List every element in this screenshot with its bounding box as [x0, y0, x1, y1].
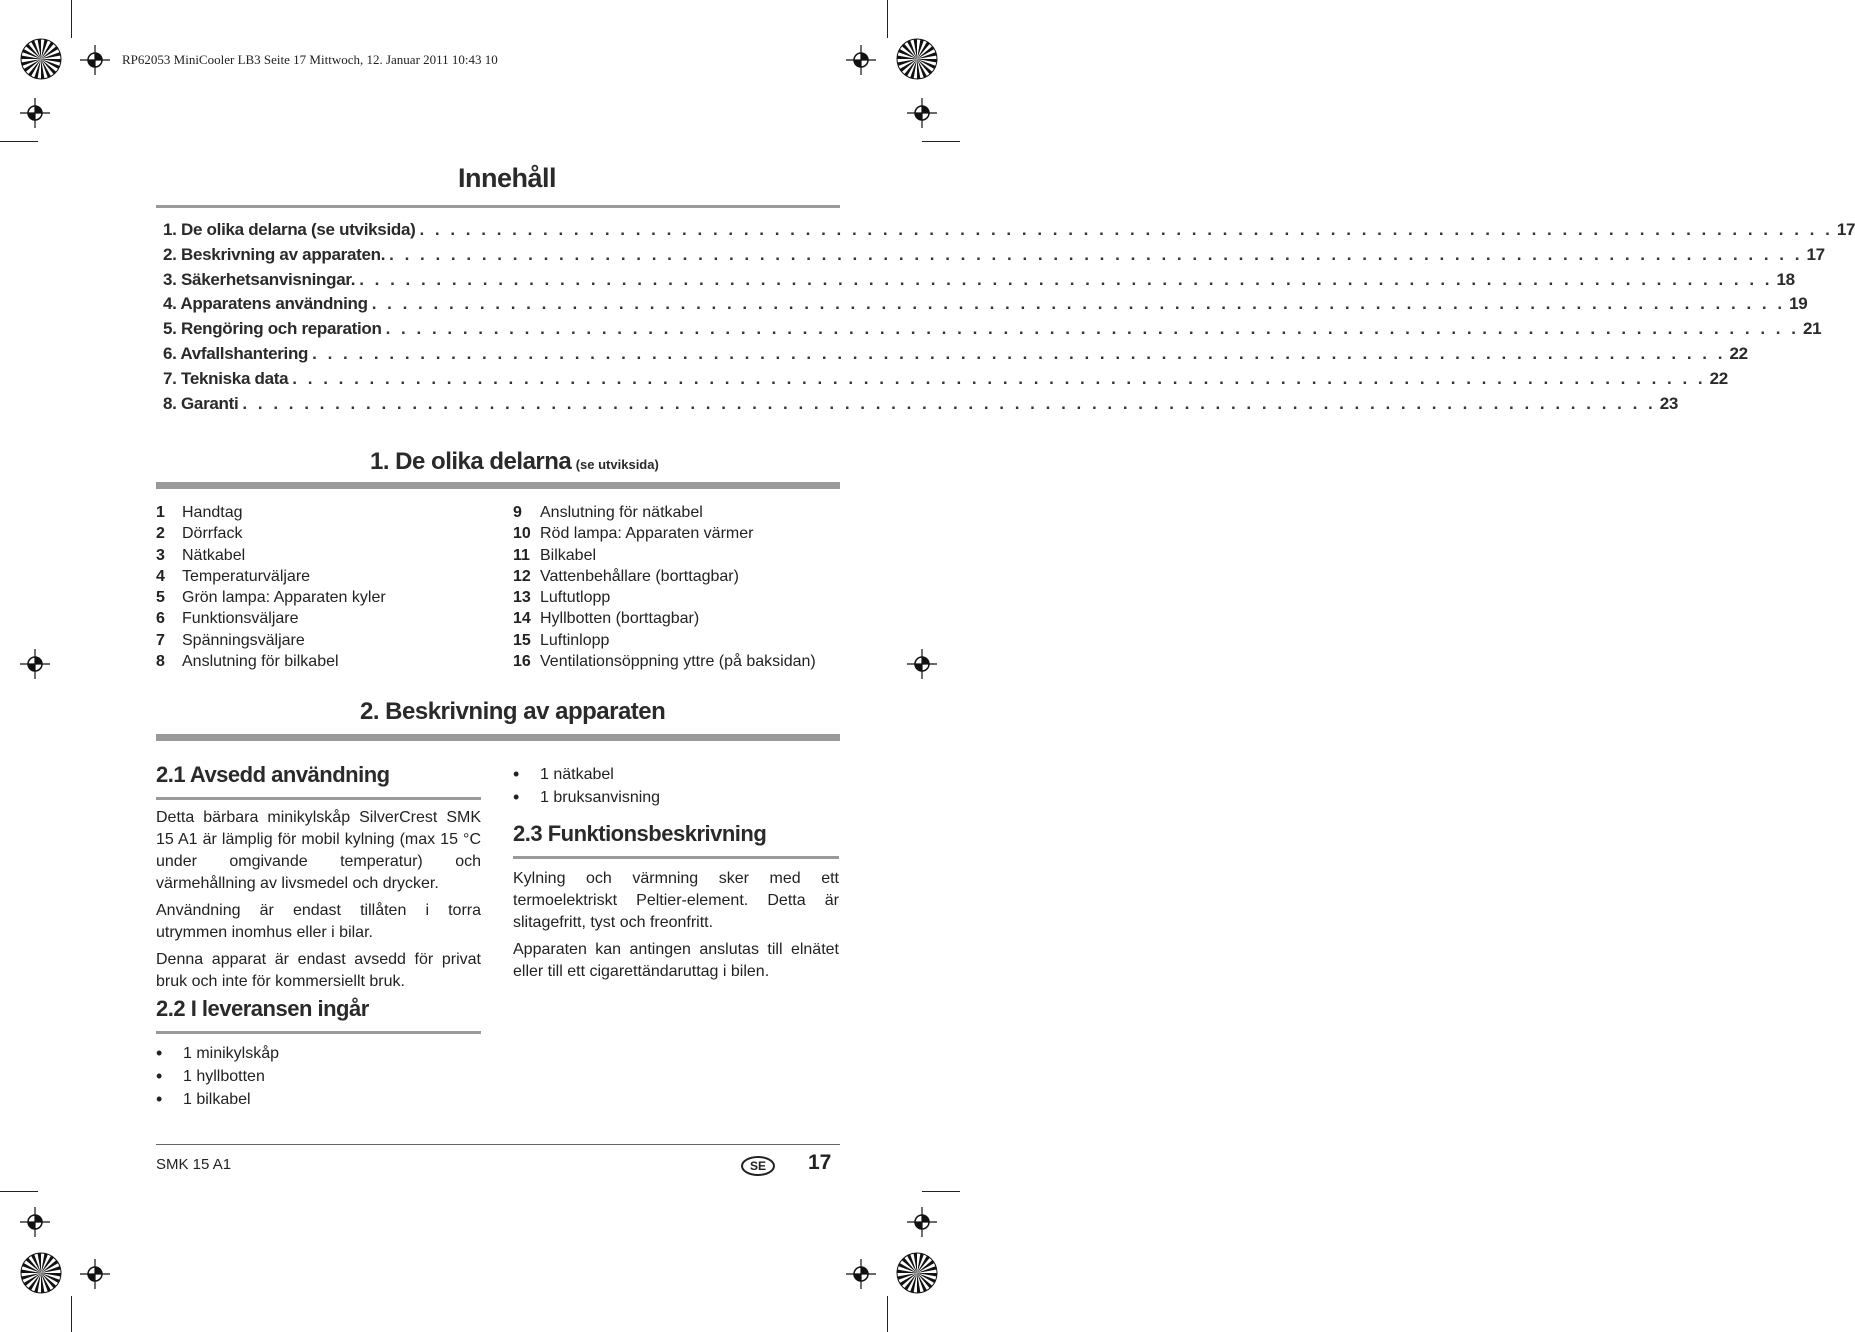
part-label: Handtag: [182, 504, 243, 521]
footer-model-name: SMK 15 A1: [156, 1156, 232, 1173]
list-item: • 1 hyllbotten: [156, 1065, 279, 1088]
list-item: • 1 nätkabel: [513, 763, 660, 786]
crop-line: [0, 1191, 38, 1192]
crosshair-mark-bottom-left-2: [80, 1259, 110, 1289]
paragraph: Användning är endast tillåten i torra utrymmen inomhus eller i bilar.: [156, 902, 481, 941]
part-label: Hyllbotten (borttagbar): [540, 610, 700, 628]
paragraph: Denna apparat är endast avsedd för privat bruk och inte för kommersiellt bruk.: [156, 951, 481, 990]
part-item: [156, 545, 386, 566]
part-item: [513, 651, 816, 672]
part-item: [513, 545, 816, 566]
part-label: Luftinlopp: [540, 631, 610, 649]
toc-entry-label: 8. Garanti: [163, 393, 239, 413]
paragraph: Apparaten kan antingen anslutas till elnätet eller till ett cigarettändaruttag i bilen.: [513, 941, 839, 980]
section-2-2-title: 2.2 I leveransen ingår: [156, 996, 369, 1021]
crop-line: [0, 141, 38, 142]
list-item: • 1 bruksanvisning: [513, 786, 660, 809]
paragraph: Detta bärbara minikylskåp SilverCrest SMK 15 A1 är lämplig för mobil kylning (max 15 °C under omgivande temperatur) och värmehållning av livsmedel och drycker.: [156, 809, 481, 892]
sunburst-registration-mark-bottom-left: [20, 1252, 62, 1294]
crosshair-mark-top-left-1: [80, 45, 110, 75]
toc-title-rule: [156, 205, 840, 208]
part-item: [513, 566, 816, 587]
language-badge: SE: [741, 1156, 775, 1176]
part-label: Ventilationsöppning yttre (på baksidan): [540, 653, 816, 671]
section-1-rule: [156, 482, 840, 489]
part-number: 5: [156, 589, 165, 607]
toc-entry-page: 18: [1776, 269, 1795, 289]
part-item: [513, 630, 816, 651]
part-number: 15: [513, 631, 531, 649]
toc-entry-label: 4. Apparatens användning: [163, 294, 368, 314]
part-number: 9: [513, 504, 522, 521]
list-item: • 1 minikylskåp: [156, 1042, 279, 1065]
part-number: 8: [156, 653, 165, 671]
toc-entry: [163, 269, 1795, 292]
part-item: [513, 608, 816, 629]
part-number: 14: [513, 610, 531, 628]
part-number: 3: [156, 546, 165, 564]
section-2-1-rule: [156, 797, 481, 800]
toc-entry-page: 23: [1659, 393, 1679, 413]
part-label: Spänningsväljare: [182, 631, 305, 649]
part-number: 7: [156, 631, 165, 649]
part-item: [156, 630, 386, 651]
toc-entry: [163, 294, 1808, 316]
list-item: • 1 bilkabel: [156, 1088, 279, 1111]
part-number: 6: [156, 610, 165, 628]
toc-entry-page: 21: [1802, 319, 1822, 339]
toc-entry: [163, 319, 1822, 341]
part-item: [513, 523, 816, 544]
toc-entry-label: 6. Avfallshantering: [163, 344, 309, 363]
delivery-list-right: [513, 763, 660, 809]
crosshair-mark-bottom-right-1: [907, 1207, 937, 1237]
toc-entry: [163, 244, 1825, 267]
toc-entry: [163, 344, 1748, 366]
toc-leader-dots: . . . . . . . . . . . . . . . . . . . . . . . . . . . . . . . . . . . . . . . . . . . . . . . . . . . . . . . . . . . . . . . . . . . . . . . . . . . . . . . . . . . . . . . . . . . .: [419, 220, 1833, 239]
section-2-1-title: 2.1 Avsedd användning: [156, 762, 390, 787]
crop-line: [922, 1191, 960, 1192]
part-label: Dörrfack: [182, 525, 243, 543]
toc-entry-page: 17: [1806, 244, 1825, 264]
crop-line: [887, 0, 888, 38]
toc-entry-page: 17: [1836, 220, 1855, 239]
section-2-2-rule: [156, 1031, 481, 1034]
part-label: Anslutning för nätkabel: [540, 504, 703, 521]
crosshair-mark-top-left-2: [20, 98, 50, 128]
page-number: 17: [808, 1151, 832, 1174]
section-2-3-title: 2.3 Funktionsbeskrivning: [513, 821, 767, 846]
crosshair-mark-top-right-2: [907, 98, 937, 128]
section-2-rule: [156, 734, 840, 741]
crop-line: [887, 1296, 888, 1332]
part-label: Funktionsväljare: [182, 610, 299, 628]
toc-leader-dots: . . . . . . . . . . . . . . . . . . . . . . . . . . . . . . . . . . . . . . . . . . . . . . . . . . . . . . . . . . . . . . . . . . . . . . . . . . . . . . . . . . . . . . . . . . . .: [389, 244, 1803, 264]
crosshair-mark-mid-right: [907, 649, 937, 679]
toc-entry-label: 5. Rengöring och reparation: [163, 319, 382, 339]
crop-line: [71, 1296, 72, 1332]
part-label: Luftutlopp: [540, 589, 611, 607]
part-number: 13: [513, 589, 531, 607]
part-label: Röd lampa: Apparaten värmer: [540, 525, 754, 543]
section-2-3-body: [513, 868, 839, 988]
sunburst-registration-mark-bottom-right: [896, 1252, 938, 1294]
part-item: [156, 523, 386, 544]
part-label: Grön lampa: Apparaten kyler: [182, 589, 386, 607]
part-item: [156, 587, 386, 608]
part-item: [513, 502, 816, 523]
part-item: [156, 566, 386, 587]
section-1-subtitle: (se utviksida): [575, 457, 659, 472]
part-label: Anslutning för bilkabel: [182, 653, 339, 671]
parts-list-right: [513, 502, 816, 672]
part-number: 11: [513, 546, 530, 564]
part-item: [156, 502, 386, 523]
part-item: [156, 608, 386, 629]
crosshair-mark-top-right-1: [846, 45, 876, 75]
section-1-heading: [370, 448, 659, 476]
section-2-1-body: [156, 807, 481, 998]
part-label: Vattenbehållare (borttagbar): [540, 567, 739, 585]
toc-entry: [163, 220, 1855, 242]
delivery-list-left: [156, 1042, 279, 1111]
toc-entry-label: 7. Tekniska data: [163, 368, 289, 388]
toc-entry-page: 19: [1789, 294, 1808, 314]
toc-title: Innehåll: [458, 163, 557, 193]
crosshair-mark-bottom-right-2: [846, 1259, 876, 1289]
paragraph: Kylning och värmning sker med ett termoelektriskt Peltier-element. Detta är slitagefritt, tyst och freonfritt.: [513, 870, 839, 931]
part-number: 10: [513, 525, 531, 543]
part-number: 1: [156, 504, 165, 521]
toc-leader-dots: . . . . . . . . . . . . . . . . . . . . . . . . . . . . . . . . . . . . . . . . . . . . . . . . . . . . . . . . . . . . . . . . . . . . . . . . . . . . . . . . . . . . . . . . . . . .: [292, 368, 1706, 388]
sunburst-registration-mark-top-right: [896, 38, 938, 80]
parts-list-left: [156, 502, 386, 672]
toc-entry-page: 22: [1729, 344, 1748, 363]
footer-rule: [156, 1144, 840, 1145]
section-2-title: 2. Beskrivning av apparaten: [360, 698, 666, 725]
toc-entry-label: 1. De olika delarna (se utviksida): [163, 220, 416, 239]
toc-entry-label: 2. Beskrivning av apparaten.: [163, 244, 386, 264]
toc-leader-dots: . . . . . . . . . . . . . . . . . . . . . . . . . . . . . . . . . . . . . . . . . . . . . . . . . . . . . . . . . . . . . . . . . . . . . . . . . . . . . . . . . . . . . . . . . . . .: [371, 294, 1786, 314]
toc-entry-page: 22: [1709, 368, 1728, 388]
crosshair-mark-mid-left: [20, 649, 50, 679]
crosshair-mark-bottom-left-1: [20, 1207, 50, 1237]
part-number: 16: [513, 653, 531, 671]
crop-line: [71, 0, 72, 38]
print-slug-line: RP62053 MiniCooler LB3 Seite 17 Mittwoch, 12. Januar 2011 10:43 10: [122, 52, 498, 67]
part-label: Temperaturväljare: [182, 567, 311, 585]
section-2-3-rule: [513, 856, 839, 859]
sunburst-registration-mark-top-left: [20, 38, 62, 80]
part-label: Bilkabel: [540, 546, 597, 564]
section-1-title: 1. De olika delarna: [370, 448, 572, 475]
toc-leader-dots: . . . . . . . . . . . . . . . . . . . . . . . . . . . . . . . . . . . . . . . . . . . . . . . . . . . . . . . . . . . . . . . . . . . . . . . . . . . . . . . . . . . . . . . . . . . .: [242, 393, 1656, 413]
part-number: 4: [156, 567, 165, 585]
part-label: Nätkabel: [182, 546, 246, 564]
toc-entry: [163, 393, 1679, 416]
crop-line: [922, 141, 960, 142]
part-number: 12: [513, 567, 531, 585]
part-item: [513, 587, 816, 608]
toc-leader-dots: . . . . . . . . . . . . . . . . . . . . . . . . . . . . . . . . . . . . . . . . . . . . . . . . . . . . . . . . . . . . . . . . . . . . . . . . . . . . . . . . . . . . . . . . . . . .: [312, 344, 1726, 363]
part-item: [156, 651, 386, 672]
toc-leader-dots: . . . . . . . . . . . . . . . . . . . . . . . . . . . . . . . . . . . . . . . . . . . . . . . . . . . . . . . . . . . . . . . . . . . . . . . . . . . . . . . . . . . . . . . . . . . .: [359, 269, 1773, 289]
toc-leader-dots: . . . . . . . . . . . . . . . . . . . . . . . . . . . . . . . . . . . . . . . . . . . . . . . . . . . . . . . . . . . . . . . . . . . . . . . . . . . . . . . . . . . . . . . . . . . .: [385, 319, 1799, 339]
toc-entry-label: 3. Säkerhetsanvisningar.: [163, 269, 356, 289]
toc-entry: [163, 368, 1728, 391]
part-number: 2: [156, 525, 165, 543]
